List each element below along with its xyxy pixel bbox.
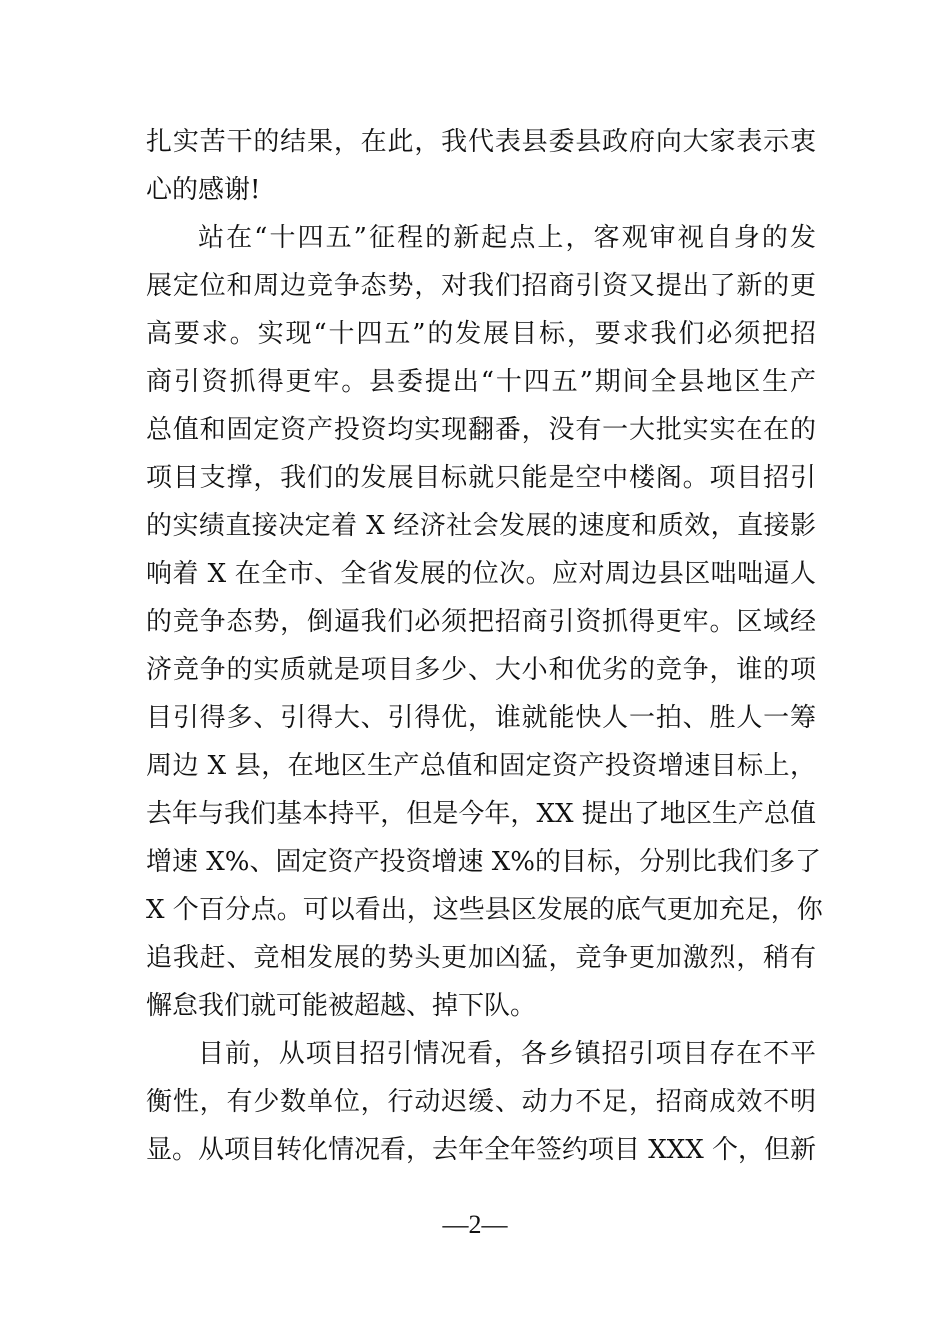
text-line: 济竞争的实质就是项目多少、大小和优劣的竞争，谁的项 (146, 655, 816, 685)
text-line: 站在“十四五”征程的新起点上，客观审视自身的发 (198, 223, 816, 253)
text-line: 追我赶、竞相发展的势头更加凶猛，竞争更加激烈，稍有 (146, 943, 816, 973)
text-line: 目引得多、引得大、引得优，谁就能快人一拍、胜人一筹 (146, 703, 816, 733)
text-line: 总值和固定资产投资均实现翻番，没有一大批实实在在的 (146, 415, 816, 445)
text-line: 商引资抓得更牢。县委提出“十四五”期间全县地区生产 (146, 367, 816, 397)
text-line: 懈怠我们就可能被超越、掉下队。 (146, 991, 537, 1021)
text-line: 响着 X 在全市、全省发展的位次。应对周边县区咄咄逼人 (146, 559, 816, 589)
text-line: 增速 X%、固定资产投资增速 X%的目标，分别比我们多了 (146, 847, 821, 877)
text-line: 展定位和周边竞争态势，对我们招商引资又提出了新的更 (146, 271, 816, 301)
text-line: X 个百分点。可以看出，这些县区发展的底气更加充足，你 (146, 895, 823, 925)
text-line: 目前，从项目招引情况看，各乡镇招引项目存在不平 (198, 1039, 816, 1069)
body-text (146, 118, 823, 1174)
text-line: 高要求。实现“十四五”的发展目标，要求我们必须把招 (146, 319, 816, 349)
text-line: 的竞争态势，倒逼我们必须把招商引资抓得更牢。区域经 (146, 607, 816, 637)
text-line: 的实绩直接决定着 X 经济社会发展的速度和质效，直接影 (146, 511, 816, 541)
text-line: 周边 X 县，在地区生产总值和固定资产投资增速目标上， (146, 751, 816, 781)
text-line: 显。从项目转化情况看，去年全年签约项目 XXX 个，但新 (146, 1135, 817, 1165)
text-line: 去年与我们基本持平，但是今年，XX 提出了地区生产总值 (146, 799, 816, 829)
page-number: —2— (442, 1210, 508, 1239)
text-line: 衡性，有少数单位，行动迟缓、动力不足，招商成效不明 (146, 1087, 816, 1117)
text-line: 心的感谢! (146, 175, 261, 205)
text-line: 项目支撑，我们的发展目标就只能是空中楼阁。项目招引 (146, 463, 816, 493)
text-line: 扎实苦干的结果，在此，我代表县委县政府向大家表示衷 (146, 127, 816, 157)
